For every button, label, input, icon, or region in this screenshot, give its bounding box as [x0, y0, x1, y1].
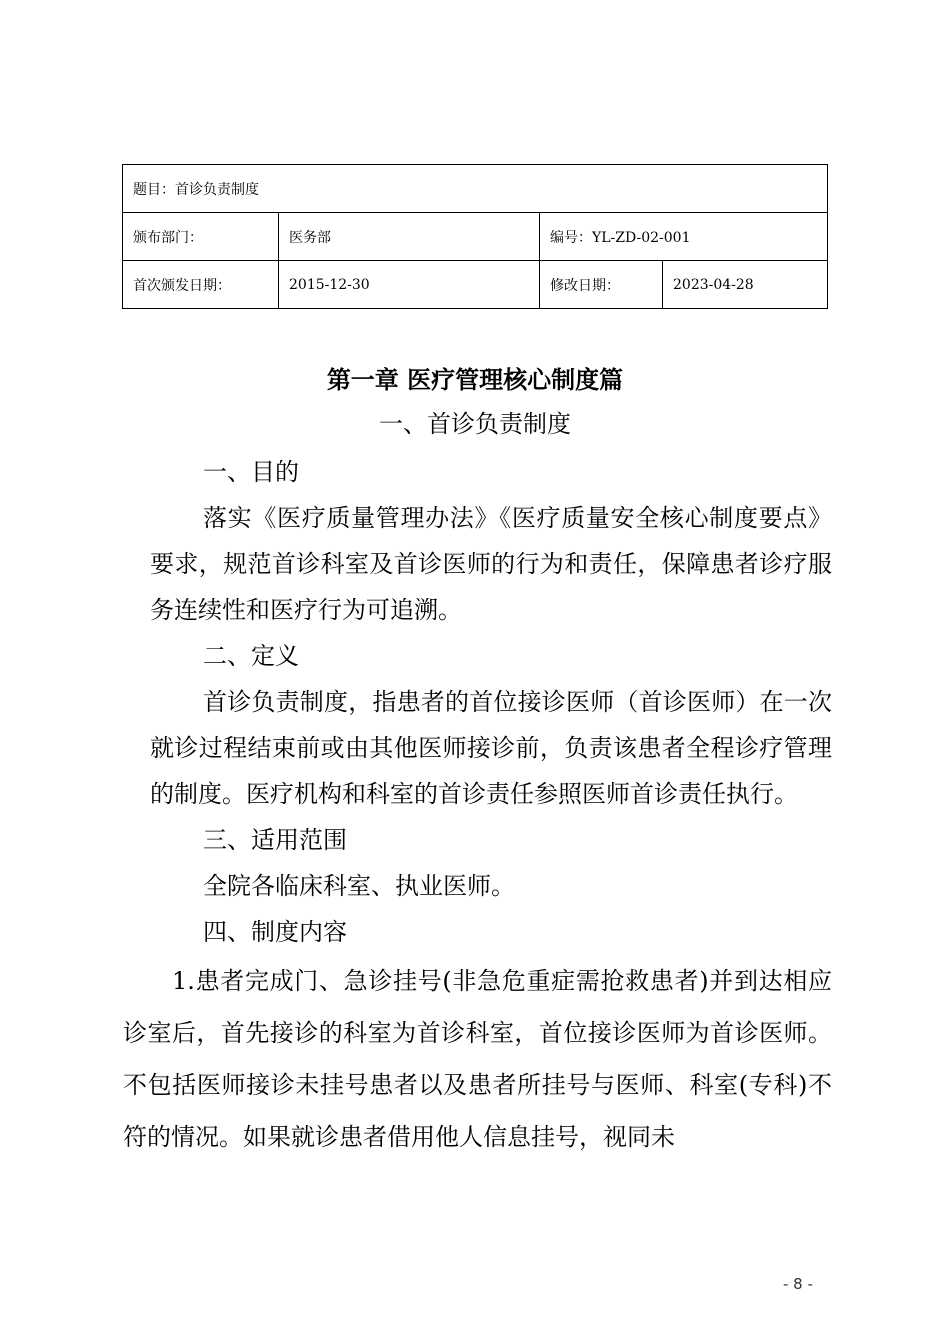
heading-scope: 三、适用范围: [203, 826, 347, 854]
first-issue-label-cell: 首次颁发日期：: [123, 261, 279, 309]
section-title: 一、首诊负责制度: [379, 410, 571, 438]
purpose-paragraph: 落实《医疗质量管理办法》《医疗质量安全核心制度要点》要求，规范首诊科室及首诊医师的行为和责任，保障患者诊疗服务连续性和医疗行为可追溯。: [150, 504, 832, 624]
document-body: [123, 449, 832, 1163]
revise-value-cell: 2023-04-28: [663, 261, 828, 309]
content-item-1: 1.患者完成门、急诊挂号(非急危重症需抢救患者)并到达相应诊室后，首先接诊的科室为首诊科室，首位接诊医师为首诊医师。不包括医师接诊未挂号患者以及患者所挂号与医师、科室(专科)不符的情况。如果就诊患者借用他人信息挂号，视同未: [123, 967, 832, 1151]
table-row: [123, 165, 828, 213]
chapter-title: 第一章 医疗管理核心制度篇: [326, 366, 624, 394]
table-row: [123, 213, 828, 261]
definition-paragraph: 首诊负责制度，指患者的首位接诊医师（首诊医师）在一次就诊过程结束前或由其他医师接诊前，负责该患者全程诊疗管理的制度。医疗机构和科室的首诊责任参照医师首诊责任执行。: [150, 688, 832, 808]
dept-label-cell: 颁布部门：: [123, 213, 279, 261]
revise-label-cell: 修改日期：: [540, 261, 663, 309]
heading-definition: 二、定义: [203, 642, 299, 670]
table-row: [123, 261, 828, 309]
page-number: - 8 -: [783, 1275, 813, 1293]
code-cell: 编号：YL-ZD-02-001: [540, 213, 828, 261]
document-header-table: [122, 164, 828, 309]
scope-paragraph: 全院各临床科室、执业医师。: [203, 872, 515, 900]
dept-value-cell: 医务部: [279, 213, 540, 261]
heading-content: 四、制度内容: [203, 918, 347, 946]
first-issue-value-cell: 2015-12-30: [279, 261, 540, 309]
title-cell: 题目：首诊负责制度: [123, 165, 828, 213]
heading-purpose: 一、目的: [203, 458, 299, 486]
